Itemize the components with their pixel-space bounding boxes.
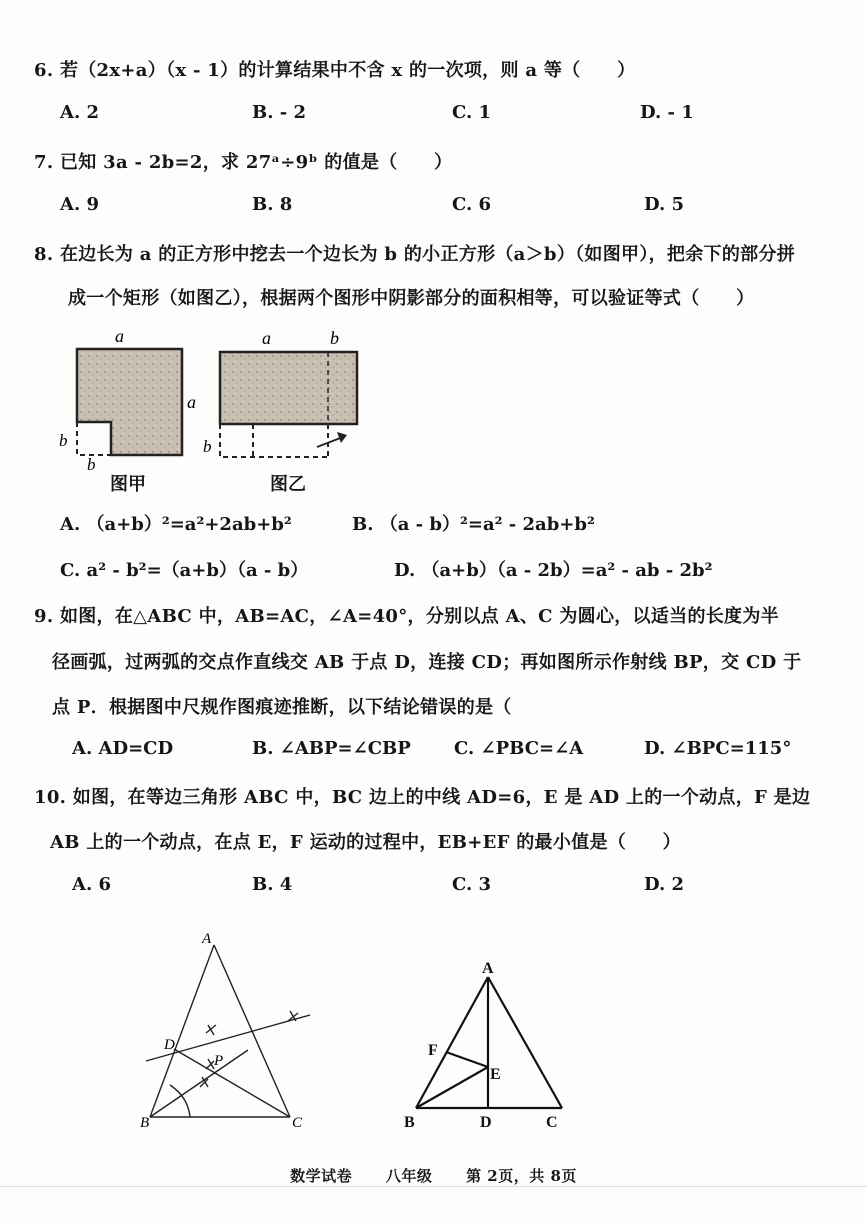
q9-stem-line3: 点 P．根据图中尺规作图痕迹推断，以下结论错误的是（ (52, 697, 512, 718)
q9-stem-line1: 9. 如图，在△ABC 中，AB=AC，∠A=40°，分别以点 A、C 为圆心，以适当的长度为半 (34, 606, 779, 627)
fig-yi-label-a: a (262, 328, 271, 348)
q6-option-b: B. - 2 (252, 102, 307, 123)
fig-jia-label-a-right: a (187, 392, 196, 412)
q9-label-C: C (292, 1115, 303, 1131)
q9-option-c: C. ∠PBC=∠A (454, 738, 584, 759)
q7-option-c: C. 6 (452, 194, 492, 215)
q9-label-B: B (140, 1115, 150, 1131)
q8-option-c: C. a² - b²=（a+b）（a - b） (60, 560, 309, 581)
footer-subject: 数学试卷 (290, 1167, 353, 1185)
q10-label-A: A (482, 960, 494, 977)
q10-option-d: D. 2 (644, 874, 685, 895)
q10-label-C: C (546, 1114, 558, 1131)
q9-label-D: D (164, 1037, 175, 1053)
q10-label-D: D (480, 1114, 492, 1131)
q8-option-a: A. （a+b）²=a²+2ab+b² (60, 514, 292, 535)
q10-option-a: A. 6 (72, 874, 112, 895)
q6-option-a: A. 2 (60, 102, 100, 123)
fig-yi-label-b-left: b (203, 437, 212, 456)
q8-stem-line1: 8. 在边长为 a 的正方形中挖去一个边长为 b 的小正方形（a＞b）（如图甲），把余下的部分拼 (34, 244, 796, 265)
q8-option-d: D. （a+b）（a - 2b）=a² - ab - 2b² (394, 560, 713, 581)
q7-stem: 7. 已知 3a - 2b=2，求 27ᵃ÷9ᵇ 的值是（ ） (34, 152, 453, 173)
q9-label-P: P (214, 1053, 224, 1069)
q10-stem-line2: AB 上的一个动点，在点 E，F 运动的过程中，EB+EF 的最小值是（ ） (50, 832, 681, 853)
fig-jia-label-b-left: b (59, 431, 68, 450)
q10-label-E: E (490, 1066, 501, 1083)
q9-option-a: A. AD=CD (72, 738, 174, 759)
fig-jia-caption: 图甲 (110, 474, 146, 495)
q8-figures (55, 322, 375, 472)
footer-grade: 八年级 (385, 1167, 433, 1185)
q9-stem-line2: 径画弧，过两弧的交点作直线交 AB 于点 D，连接 CD；再如图所示作射线 BP，交 CD 于 (52, 652, 802, 673)
q10-option-b: B. 4 (252, 874, 293, 895)
fig-jia-label-a-top: a (115, 326, 124, 346)
q9-option-d: D. ∠BPC=115° (644, 738, 792, 759)
q9-option-b: B. ∠ABP=∠CBP (252, 738, 411, 759)
q10-figure (400, 955, 580, 1135)
fig-jia-label-b-bottom: b (87, 455, 96, 472)
q6-option-c: C. 1 (452, 102, 492, 123)
footer-rule (0, 1186, 867, 1187)
page-footer (0, 1165, 867, 1186)
footer-page: 第 2页，共 8页 (466, 1167, 577, 1185)
q9-figure (130, 925, 330, 1135)
q8-option-b: B. （a - b）²=a² - 2ab+b² (352, 514, 595, 535)
q10-option-c: C. 3 (452, 874, 492, 895)
q10-label-B: B (404, 1114, 415, 1131)
q7-option-b: B. 8 (252, 194, 293, 215)
q7-option-d: D. 5 (644, 194, 685, 215)
fig-yi-arrow (317, 437, 343, 447)
q9-label-A: A (202, 931, 212, 947)
q6-stem: 6. 若（2x+a）（x - 1）的计算结果中不含 x 的一次项，则 a 等（ ） (34, 60, 636, 81)
fig-jia-cut-square (77, 422, 111, 455)
fig-yi-label-b: b (330, 328, 339, 348)
q6-option-d: D. - 1 (640, 102, 694, 123)
fig-yi-caption: 图乙 (270, 474, 306, 495)
q8-stem-line2: 成一个矩形（如图乙），根据两个图形中阴影部分的面积相等，可以验证等式（ ） (68, 288, 755, 309)
q7-option-a: A. 9 (60, 194, 100, 215)
fig-jia-shaded-region (77, 349, 182, 455)
fig-yi-shaded-rect (220, 352, 357, 424)
q10-label-F: F (428, 1042, 438, 1059)
q10-stem-line1: 10. 如图，在等边三角形 ABC 中，BC 边上的中线 AD=6，E 是 AD 上的一个动点，F 是边 (34, 787, 811, 808)
